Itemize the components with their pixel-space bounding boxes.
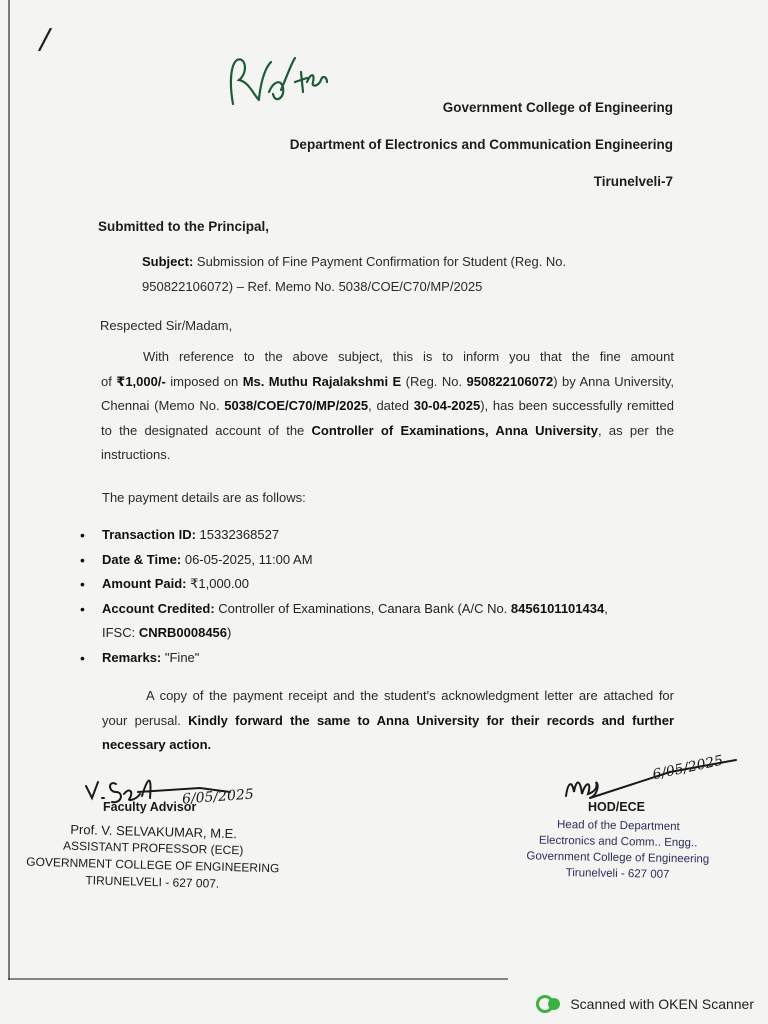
payment-intro: The payment details are as follows: [102,490,306,505]
scanner-watermark [536,994,754,1014]
stamp-city: TIRUNELVELI - 627 007. [85,873,220,891]
remarks-value: "Fine" [161,649,200,665]
stamp-college: GOVERNMENT COLLEGE OF ENGINEERING [26,854,280,876]
account-value: Controller of Examinations, Canara Bank (A/C No. [214,600,511,616]
fine-amount: ₹1,000/- [116,373,166,389]
datetime-value: 06-05-2025, 11:00 AM [181,551,313,567]
addressee: Submitted to the Principal, [98,219,270,234]
para1-text: ), has been successfully remitted to the designated account of the [101,398,674,438]
subject-label: Subject: [142,254,194,269]
initials-signature [215,42,335,112]
memo-date: 30-04-2025 [413,398,481,413]
stamp-line: Electronics and Comm.. Engg.. [538,834,698,850]
para1-text: (Reg. No. [401,373,467,389]
list-item [80,597,680,646]
list-item [80,548,680,573]
para1-text: imposed on [165,373,243,389]
account-comma: , [604,600,608,616]
remarks-label: Remarks: [102,649,162,665]
amount-label: Amount Paid: [102,576,187,591]
left-scan-edge [8,0,10,980]
subject-text: Submission of Fine Payment Confirmation for Student (Reg. No. [196,254,567,269]
account-number: 8456101101434 [510,600,605,616]
para2-text: A copy of the payment receipt and the student's acknowledgment letter are attached for your perusal. [102,688,674,728]
para1-text: ) by Anna University, Chennai (Memo No. [101,373,674,413]
hod-date: 6/05/2025 [651,752,725,784]
stamp-title: ASSISTANT PROFESSOR (ECE) [62,838,244,858]
para2-request: Kindly forward the same to Anna University for their records and further necessary action. [102,712,674,752]
ifsc-label: IFSC: [102,625,139,640]
account-label: Account Credited: [102,600,215,616]
margin-mark: / [37,21,54,58]
paragraph-fine [101,345,674,468]
txn-label: Transaction ID: [102,527,196,542]
ifsc-code: CNRB0008456 [138,625,228,640]
hod-stamp [487,816,748,885]
department-name: Department of Electronics and Communication Engineering [289,137,673,152]
faculty-role: Faculty Advisor [103,800,197,814]
para1-line1: With reference to the above subject, this is to inform you that the fine amount [143,349,674,364]
subject-block [142,250,662,299]
list-item [80,572,680,597]
oken-logo-icon [536,994,562,1014]
scanner-text: Scanned with OKEN Scanner [570,996,754,1012]
amount-value: ₹1,000.00 [186,576,249,591]
college-city: Tirunelveli-7 [593,174,673,189]
college-name: Government College of Engineering [442,100,673,115]
memo-number: 5038/COE/C70/MP/2025 [224,398,369,413]
stamp-line: Tirunelveli - 627 007 [565,867,670,881]
student-name: Ms. Muthu Rajalakshmi E [242,373,402,389]
list-item [80,646,680,671]
subject-text-2: 950822106072) – Ref. Memo No. 5038/COE/C70/MP/2025 [142,278,483,294]
register-number: 950822106072 [466,373,554,389]
datetime-label: Date & Time: [102,551,182,567]
paragraph-copy [102,684,674,758]
stamp-name: Prof. V. SELVAKUMAR, M.E. [70,821,238,842]
stamp-line: Head of the Department [556,818,680,834]
faculty-stamp [17,819,289,894]
faculty-date: 6/05/2025 [181,786,255,808]
para1-text: , dated [368,398,414,413]
list-item [80,523,680,548]
payment-details-list [80,523,680,670]
bottom-scan-edge [8,978,508,980]
controller-name: Controller of Examinations, Anna University [311,422,598,438]
para1-text: of [101,373,117,389]
txn-value: 15332368527 [195,527,280,542]
ifsc-close: ) [227,625,232,640]
hod-role: HOD/ECE [588,800,645,814]
para1-text: , as per the instructions. [101,422,674,462]
salutation: Respected Sir/Madam, [100,318,233,333]
stamp-line: Government College of Engineering [526,850,710,866]
